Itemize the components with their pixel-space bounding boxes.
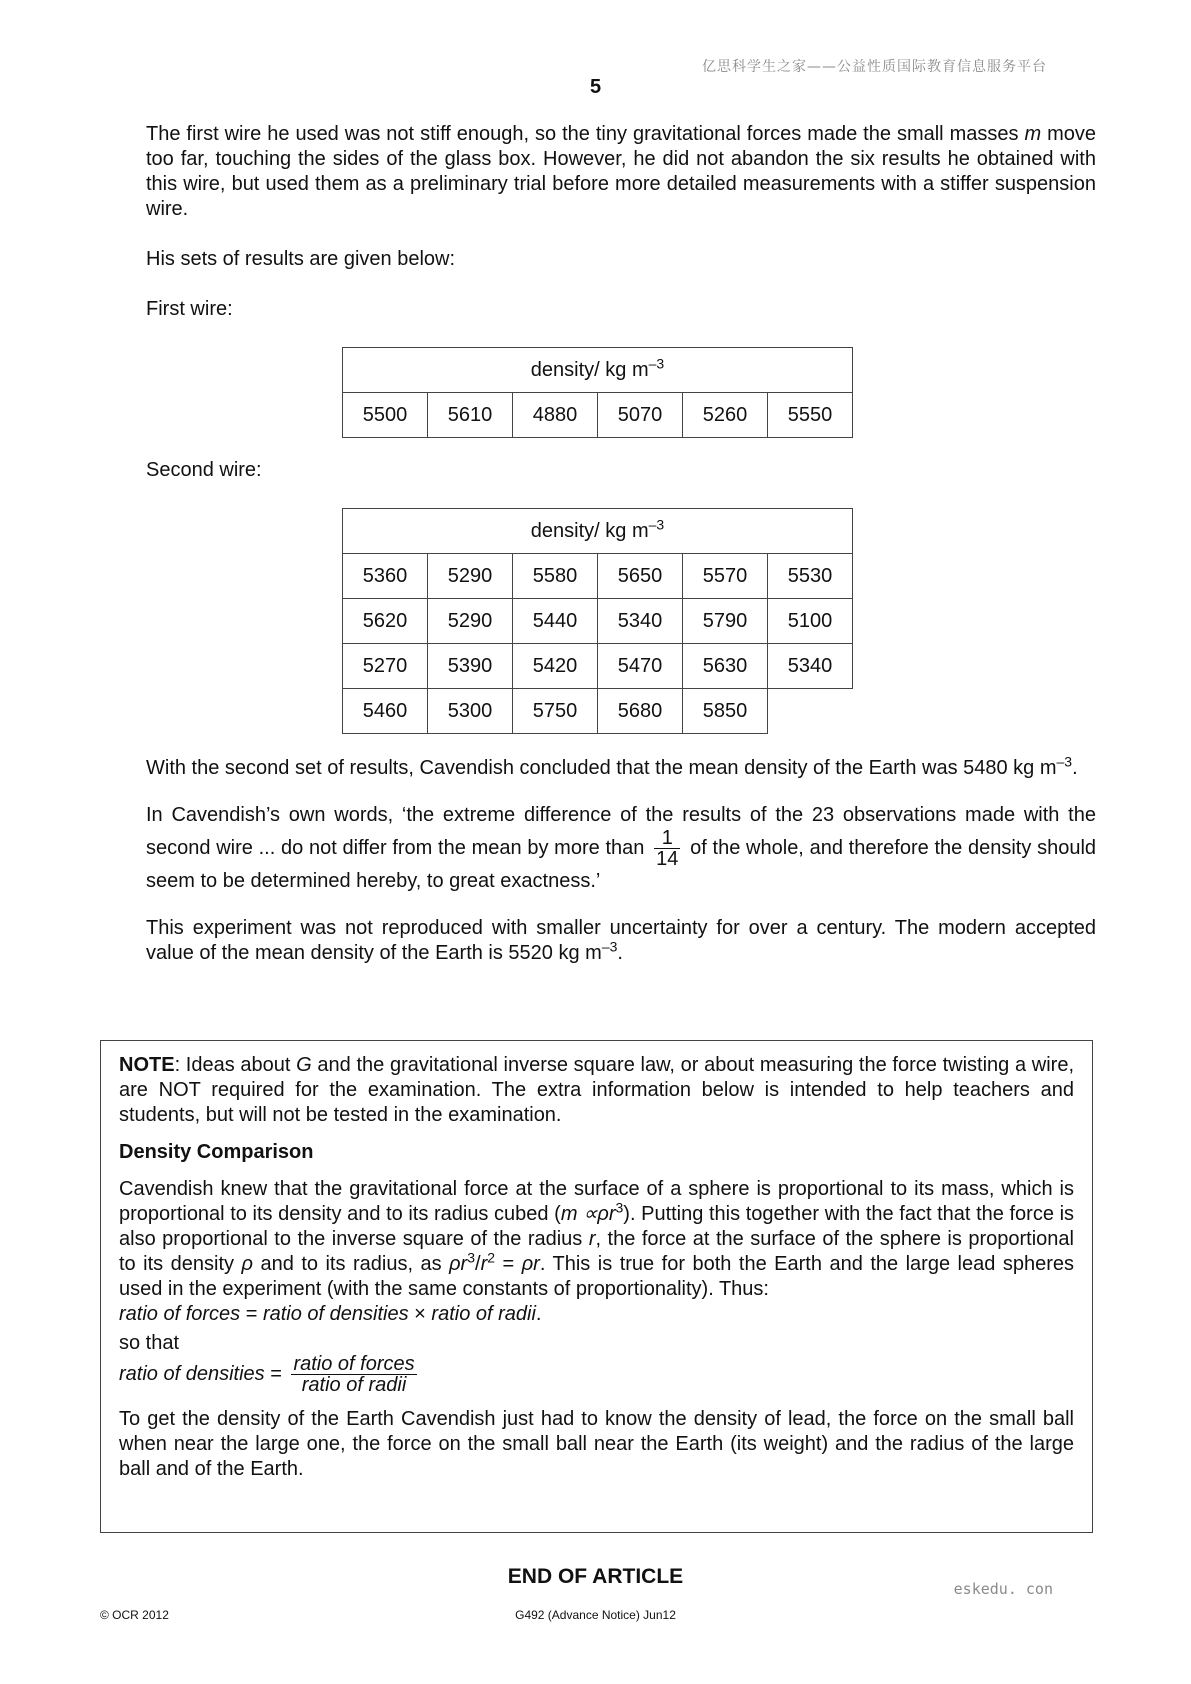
- table-cell: 5390: [428, 644, 513, 689]
- density-paragraph: [119, 1177, 1074, 1302]
- table-cell: 5290: [428, 599, 513, 644]
- table-row: [343, 554, 853, 599]
- table-cell: 5650: [598, 554, 683, 599]
- exponent: –3: [601, 938, 618, 955]
- table-cell: 5070: [598, 393, 683, 438]
- symbol-rho: ρ: [241, 1253, 253, 1275]
- note-label: NOTE: [119, 1054, 175, 1076]
- formula: ρr: [521, 1253, 540, 1275]
- table-cell: 5290: [428, 554, 513, 599]
- symbol-r: r: [588, 1228, 596, 1250]
- table-cell: 5460: [343, 689, 428, 734]
- header-text: density/ kg m: [530, 519, 649, 542]
- formula: m ∝ρr: [560, 1203, 616, 1225]
- ratio-fraction-equation: [119, 1354, 1074, 1395]
- table-cell: 5270: [343, 644, 428, 689]
- denominator: 14: [656, 848, 679, 870]
- text: .: [1072, 757, 1078, 779]
- text: .: [617, 942, 623, 964]
- table-cell: 5100: [768, 599, 853, 644]
- text: of the whole, and therefore the density should seem to be determined hereby, to great exactness.’: [146, 836, 1097, 892]
- page-number: 5: [589, 76, 602, 98]
- text: ×: [408, 1303, 432, 1325]
- table-cell: 5550: [768, 393, 853, 438]
- table-cell: 5420: [513, 644, 598, 689]
- text: ratio of densities: [119, 1362, 265, 1385]
- text: With the second set of results, Cavendish concluded that the mean density of the Earth was 5480 kg m: [146, 757, 1057, 779]
- label-second-wire: Second wire:: [146, 459, 262, 481]
- numerator: 1: [654, 828, 680, 849]
- text: =: [240, 1303, 263, 1325]
- text: This experiment was not reproduced with smaller uncertainty for over a century. The modern accepted value of the mean density of the Earth is 5520 kg m: [146, 917, 1096, 964]
- table-cell: 5360: [343, 554, 428, 599]
- text: =: [264, 1362, 288, 1385]
- ratio-equation: [119, 1302, 1074, 1327]
- so-that: so that: [119, 1332, 180, 1354]
- table-first-wire: [342, 347, 853, 438]
- section-heading: Density Comparison: [119, 1141, 314, 1163]
- exponent: 3: [615, 1199, 624, 1216]
- table-cell: 5500: [343, 393, 428, 438]
- table-row: [343, 393, 853, 438]
- table-row: [343, 644, 853, 689]
- table-row: [343, 689, 853, 734]
- table-cell: 5260: [683, 393, 768, 438]
- table-cell: 5300: [428, 689, 513, 734]
- denominator: ratio of radii: [301, 1374, 407, 1396]
- final-paragraph: To get the density of the Earth Cavendish just had to know the density of lead, the force on the small ball when near the large one, the force on the small ball near the Earth (its weight) and the radius of the large ball and of the Earth.: [119, 1408, 1074, 1480]
- paragraph-cavendish-quote: [146, 803, 1096, 894]
- formula: ρr: [449, 1253, 468, 1275]
- table-cell: 5470: [598, 644, 683, 689]
- note-box: [100, 1040, 1093, 1533]
- fraction-one-fourteenth: [654, 828, 680, 869]
- text: The first wire he used was not stiff enough, so the tiny gravitational forces made the small masses: [146, 123, 1025, 145]
- header-exponent: –3: [648, 354, 665, 371]
- exponent: 2: [487, 1249, 496, 1266]
- text: and the gravitational inverse square law, or about measuring the force twisting a wire, are NOT required for the examination. The extra information below is intended to help teachers and students, but will not be tested in the examination.: [119, 1054, 1074, 1126]
- table-header: [343, 348, 853, 393]
- table-header: [343, 509, 853, 554]
- table-cell: 5790: [683, 599, 768, 644]
- text: ). Putting this together with the fact that the force is also proportional to the inverse square of the radius: [119, 1203, 1075, 1250]
- text: In Cavendish’s own words, ‘the extreme difference of the results of the 23 observations made with the second wire ... do not differ from the mean by more than: [146, 804, 1096, 859]
- header-text: density/ kg m: [530, 358, 649, 381]
- table-cell: 5620: [343, 599, 428, 644]
- symbol-m: m: [1024, 123, 1042, 145]
- exponent: –3: [1056, 753, 1073, 770]
- table-cell: 5340: [598, 599, 683, 644]
- table-cell: 5530: [768, 554, 853, 599]
- paragraph-results-intro: His sets of results are given below:: [146, 248, 456, 270]
- table-cell: 5340: [768, 644, 853, 689]
- text: . This is true for both the Earth and the large lead spheres used in the experiment (with the same constants of proportionality). Thus:: [119, 1253, 1075, 1300]
- table-cell: 5750: [513, 689, 598, 734]
- note-paragraph: [119, 1053, 1074, 1128]
- symbol-r: r: [480, 1253, 488, 1275]
- text: move too far, touching the sides of the glass box. However, he did not abandon the six results he obtained with this wire, but used them as a preliminary trial before more detailed measurements with a stiffer suspension wire.: [146, 123, 1096, 220]
- paragraph-modern-value: [146, 916, 1096, 966]
- text: and to its radius, as: [252, 1253, 450, 1275]
- text: Cavendish knew that the gravitational force at the surface of a sphere is proportional to its mass, which is proportional to its density and to its radius cubed (: [119, 1178, 1074, 1225]
- text: =: [495, 1253, 522, 1275]
- numerator: ratio of forces: [293, 1353, 415, 1375]
- text: .: [535, 1303, 542, 1325]
- table-cell: 5850: [683, 689, 768, 734]
- label-first-wire: First wire:: [146, 298, 233, 320]
- table-cell: 5610: [428, 393, 513, 438]
- table-cell: 4880: [513, 393, 598, 438]
- text: ratio of radii: [431, 1303, 536, 1325]
- watermark-bottom: eskedu. con: [953, 1580, 1053, 1598]
- symbol-g: G: [296, 1054, 312, 1076]
- footer-code: G492 (Advance Notice) Jun12: [515, 1608, 676, 1622]
- text: : Ideas about: [174, 1054, 297, 1076]
- header-exponent: –3: [648, 515, 665, 532]
- table-cell: 5630: [683, 644, 768, 689]
- exponent: 3: [467, 1249, 476, 1266]
- text: /: [475, 1253, 481, 1275]
- table-cell: 5580: [513, 554, 598, 599]
- footer-copyright: © OCR 2012: [100, 1608, 169, 1622]
- watermark-top: 亿思科学生之家——公益性质国际教育信息服务平台: [702, 59, 1047, 75]
- end-of-article: END OF ARTICLE: [507, 1565, 684, 1588]
- table-cell: 5440: [513, 599, 598, 644]
- paragraph-first-wire: [146, 122, 1096, 222]
- text: ratio of densities: [262, 1303, 409, 1325]
- paragraph-conclusion: [146, 753, 1096, 781]
- text: , the force at the surface of the sphere is proportional to its density: [119, 1228, 1074, 1275]
- fraction-forces-over-radii: [291, 1354, 416, 1395]
- table-second-wire: [342, 508, 853, 734]
- table-cell: 5680: [598, 689, 683, 734]
- article-body: [146, 122, 1096, 966]
- table-row: [343, 599, 853, 644]
- text: ratio of forces: [119, 1303, 241, 1325]
- table-cell: 5570: [683, 554, 768, 599]
